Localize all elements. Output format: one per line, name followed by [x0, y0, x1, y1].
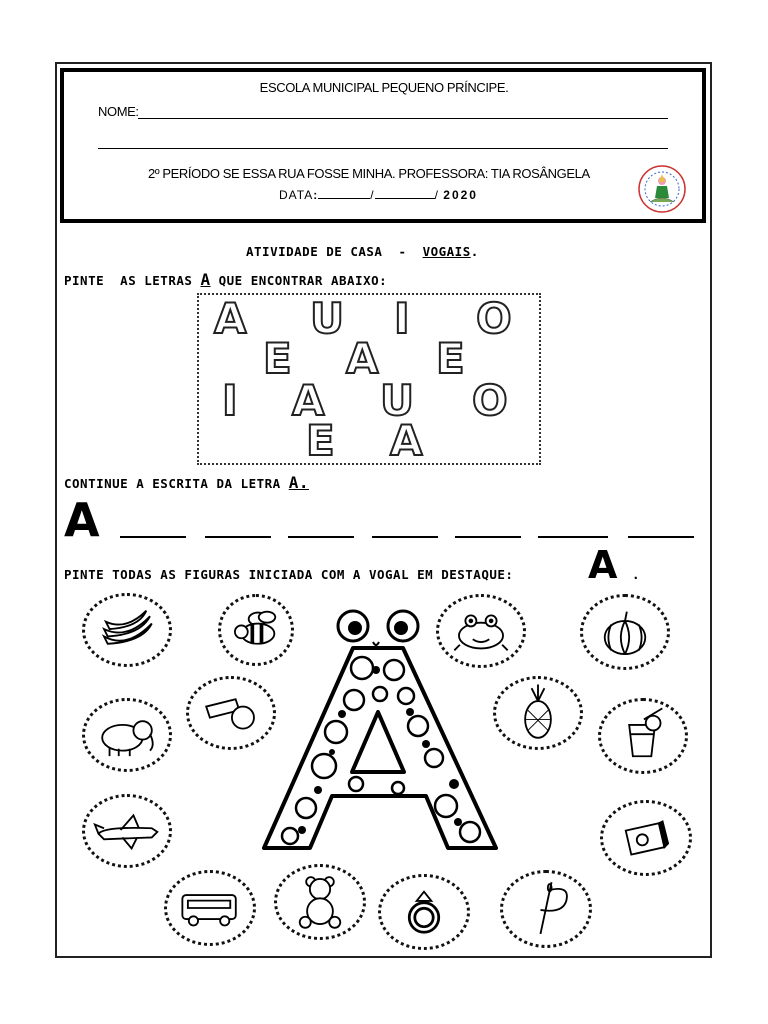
bus-icon[interactable] — [164, 870, 256, 946]
task1-suffix: QUE ENCONTRAR ABAIXO: — [210, 273, 388, 288]
ring-icon[interactable] — [378, 874, 470, 950]
frog-icon[interactable] — [436, 594, 526, 668]
letter-item[interactable]: E — [436, 334, 465, 383]
date-sep-2: / — [434, 188, 439, 202]
letter-item[interactable]: A — [346, 334, 379, 383]
task3-period: . — [632, 567, 641, 582]
name-label: NOME: — [98, 104, 139, 119]
bee-icon[interactable] — [218, 594, 294, 666]
writing-blank[interactable] — [288, 536, 354, 538]
date-label: DATA — [279, 188, 314, 202]
letter-item[interactable]: U — [310, 294, 345, 343]
task1-letter: A — [200, 270, 211, 289]
activity-title-suffix: . — [470, 244, 479, 259]
task2-letter: A. — [288, 473, 309, 492]
writing-blank[interactable] — [538, 536, 608, 538]
letter-item[interactable]: A — [214, 294, 247, 343]
school-name: ESCOLA MUNICIPAL PEQUENO PRÍNCIPE. — [259, 80, 509, 95]
highlight-vowel: A — [588, 543, 618, 587]
date-month-blank[interactable] — [375, 198, 435, 199]
date-year: 2020 — [443, 188, 478, 202]
date-sep-1: / — [370, 188, 375, 202]
writing-blank[interactable] — [628, 536, 694, 538]
letter-item[interactable]: A — [292, 376, 325, 425]
letter-item[interactable]: O — [472, 376, 508, 425]
activity-title — [246, 244, 479, 259]
letter-item[interactable]: U — [380, 376, 415, 425]
name-line-2[interactable] — [98, 148, 668, 149]
date-colon: : — [313, 188, 319, 202]
airplane-icon[interactable] — [82, 794, 172, 868]
banana-icon[interactable] — [82, 593, 172, 667]
name-line[interactable] — [138, 118, 668, 119]
task1-instruction — [64, 270, 387, 289]
task1-prefix: PINTE AS LETRAS — [64, 273, 201, 288]
activity-title-prefix: ATIVIDADE DE CASA - — [246, 244, 423, 259]
pineapple-icon[interactable] — [493, 676, 583, 750]
writing-blank[interactable] — [455, 536, 521, 538]
letter-item[interactable]: O — [476, 294, 512, 343]
writing-blank[interactable] — [372, 536, 438, 538]
writing-blank[interactable] — [205, 536, 271, 538]
task2-instruction — [64, 473, 309, 492]
juice-icon[interactable] — [598, 698, 688, 774]
teddy-bear-icon[interactable] — [274, 864, 366, 940]
date-day-blank[interactable] — [318, 198, 370, 199]
whistle-icon[interactable] — [186, 676, 276, 750]
letter-item[interactable]: E — [306, 416, 335, 465]
letter-item[interactable]: I — [394, 294, 410, 343]
pumpkin-icon[interactable] — [580, 594, 670, 670]
letter-item[interactable]: E — [263, 334, 292, 383]
model-letter: A — [64, 493, 100, 547]
activity-title-topic: VOGAIS — [422, 244, 471, 259]
writing-blank[interactable] — [120, 536, 186, 538]
sharpener-icon[interactable] — [600, 800, 692, 876]
date-field — [279, 188, 478, 202]
letter-item[interactable]: A — [390, 416, 423, 465]
task3-instruction: PINTE TODAS AS FIGURAS INICIADA COM A VOGAL EM DESTAQUE: — [64, 567, 514, 582]
class-info: 2º PERÍODO SE ESSA RUA FOSSE MINHA. PROFESSORA: TIA ROSÂNGELA — [148, 166, 590, 181]
elephant-icon[interactable] — [82, 698, 172, 772]
letter-item[interactable]: I — [222, 376, 238, 425]
needle-icon[interactable] — [500, 870, 592, 948]
task2-prefix: CONTINUE A ESCRITA DA LETRA — [64, 476, 289, 491]
school-logo — [636, 164, 688, 214]
